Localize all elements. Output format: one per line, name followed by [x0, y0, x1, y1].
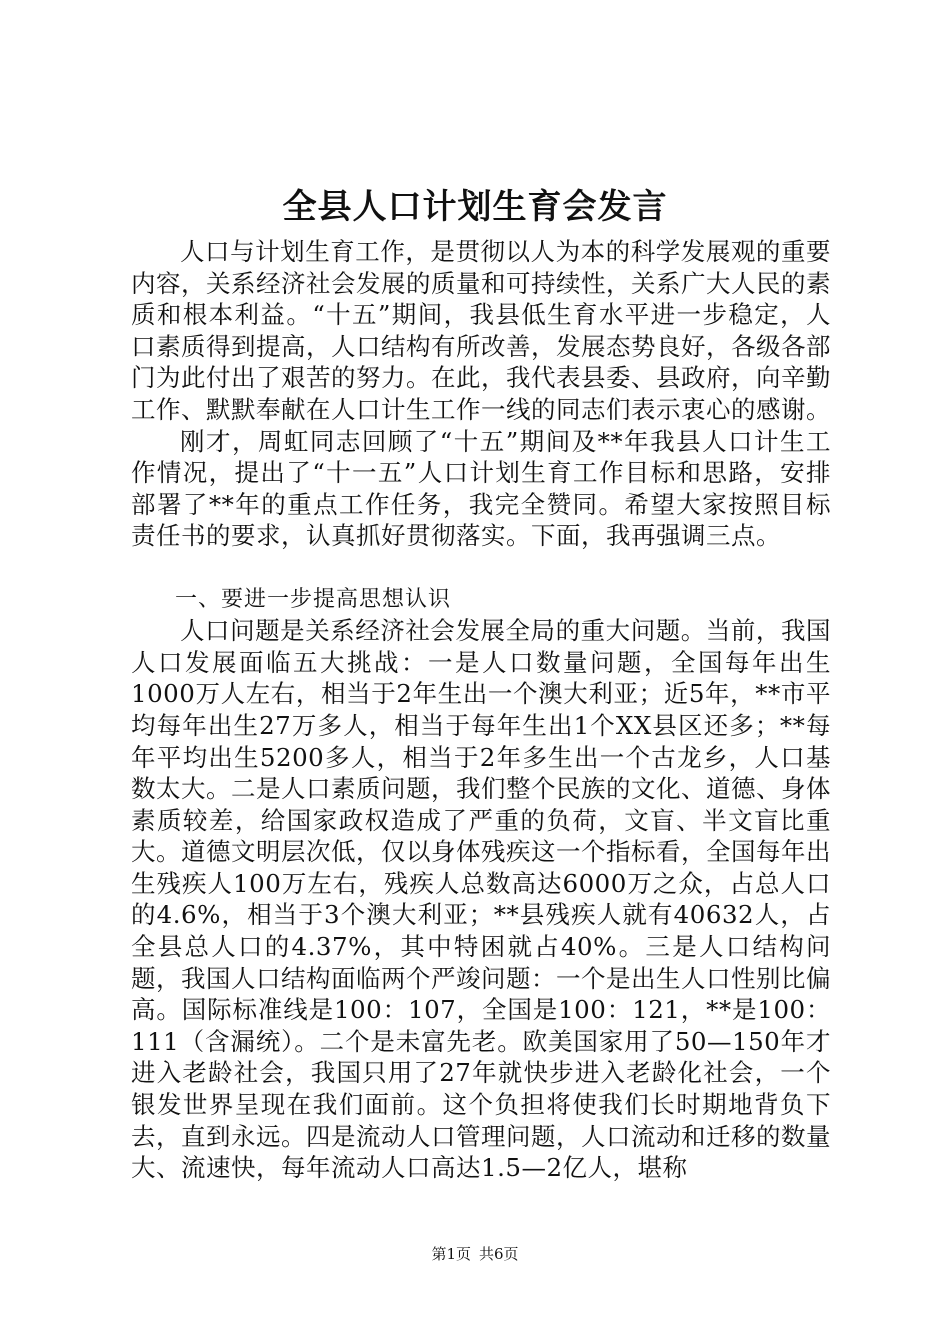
page-footer — [0, 1244, 950, 1264]
body-paragraph: 刚才，周虹同志回顾了“十五”期间及**年我县人口计生工作情况，提出了“十一五”人口计划生育工作目标和思路，安排部署了**年的重点工作任务，我完全赞同。希望大家按照目标责任书的要求，认真抓好贯彻落实。下面，我再强调三点。 — [131, 426, 831, 551]
document-title: 全县人口计划生育会发言 — [282, 187, 668, 227]
body-paragraph: 人口问题是关系经济社会发展全局的重大问题。当前，我国人口发展面临五大挑战：一是人口数量问题，全国每年出生1000万人左右，相当于2年生出一个澳大利亚；近5年，**市平均每年出生27万多人，相当于每年生出1个XX县区还多；**每年平均出生5200多人，相当于2年多生出一个古龙乡，人口基数太大。二是人口素质问题，我们整个民族的文化、道德、身体素质较差，给国家政权造成了严重的负荷，文盲、半文盲比重大。道德文明层次低，仅以身体残疾这一个指标看，全国每年出生残疾人100万左右，残疾人总数高达6000万之众，占总人口的4.6%，相当于3个澳大利亚；**县残疾人就有40632人，占全县总人口的4.37%，其中特困就占40%。三是人口结构问题，我国人口结构面临两个严竣问题：一个是出生人口性别比偏高。国际标准线是100：107，全国是100：121，**是100：111（含漏统）。二个是未富先老。欧美国家用了50—150年才进入老龄社会，我国只用了27年就快步进入老龄化社会，一个银发世界呈现在我们面前。这个负担将使我们长时期地背负下去，直到永远。四是流动人口管理问题，人口流动和迁移的数量大、流速快，每年流动人口高达1.5—2亿人，堪称 — [131, 616, 831, 1183]
document-body — [131, 236, 831, 1184]
body-paragraph: 人口与计划生育工作，是贯彻以人为本的科学发展观的重要内容，关系经济社会发展的质量和可持续性，关系广大人民的素质和根本利益。“十五”期间，我县低生育水平进一步稳定，人口素质得到提高，人口结构有所改善，发展态势良好，各级各部门为此付出了艰苦的努力。在此，我代表县委、县政府，向辛勤工作、默默奉献在人口计生工作一线的同志们表示衷心的感谢。 — [131, 237, 831, 424]
section-heading: 一、要进一步提高思想认识 — [175, 586, 452, 612]
page-number: 第1页 — [431, 1245, 471, 1263]
page-total: 共6页 — [479, 1245, 519, 1263]
